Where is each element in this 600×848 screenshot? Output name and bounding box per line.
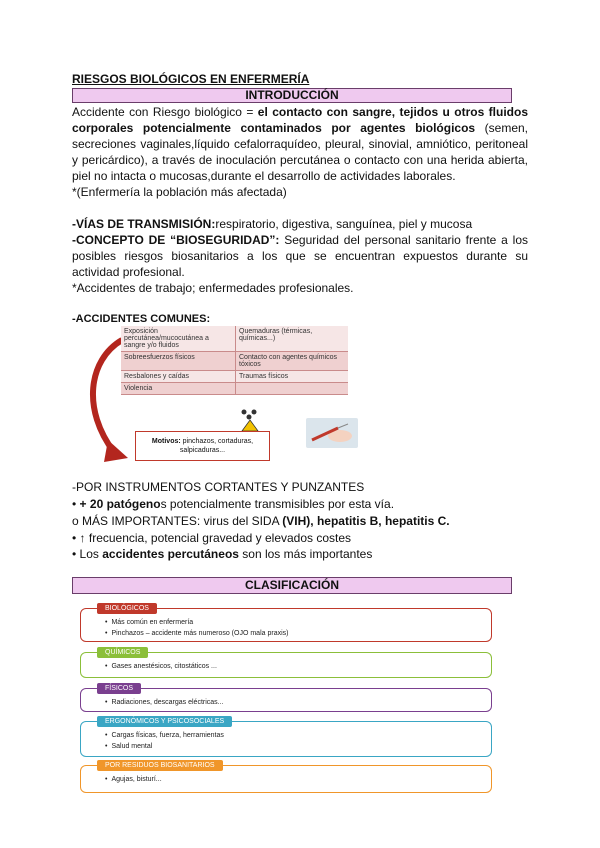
accidentes-table	[121, 326, 348, 395]
cortantes-bullet-2	[72, 513, 450, 529]
bullet-text: • Los	[72, 547, 103, 561]
clasificacion-title: POR RESIDUOS BIOSANITARIOS	[97, 760, 223, 771]
table-cell	[236, 383, 349, 395]
bullet-bold: (VIH), hepatitis B, hepatitis C.	[282, 514, 450, 528]
cortantes-heading: -POR INSTRUMENTOS CORTANTES Y PUNZANTES	[72, 480, 365, 494]
bioseguridad-label: -CONCEPTO DE “BIOSEGURIDAD”:	[72, 233, 280, 247]
bullet-text: s potencialmente transmisibles por esta vía.	[160, 497, 395, 511]
bullet: •	[72, 497, 80, 511]
clasificacion-item	[80, 605, 492, 642]
table-cell: Quemaduras (térmicas, químicas...)	[236, 326, 349, 352]
intro-paragraph	[72, 104, 528, 184]
list-item: • Pinchazos – accidente más numeroso (OJO mala praxis)	[105, 628, 288, 639]
clasificacion-header: CLASIFICACIÓN	[72, 577, 512, 594]
bioseguridad-text: Seguridad del personal sanitario frente a los posibles riesgos biosanitarios a los que se encuentran expuestos durante su actividad profesional.	[72, 233, 528, 279]
list-item: • Gases anestésicos, citostáticos ...	[105, 661, 217, 672]
clasificacion-item	[80, 649, 492, 678]
intro-bold: el contacto con sangre, tejidos u otros fluidos corporales potencialmente contaminados por agentes biológicos	[72, 105, 528, 135]
intro-header: INTRODUCCIÓN	[72, 88, 512, 103]
list-item: • Agujas, bisturí...	[105, 774, 162, 785]
clasificacion-item	[80, 762, 492, 793]
bullet-bold: accidentes percutáneos	[102, 547, 239, 561]
clasificacion-item	[80, 718, 492, 757]
clasificacion-item	[80, 685, 492, 712]
clasificacion-title: FÍSICOS	[97, 683, 141, 694]
cortantes-bullet-3: • ↑ frecuencia, potencial gravedad y elevados costes	[72, 531, 352, 545]
clasificacion-items	[105, 617, 288, 639]
vias-label: -VÍAS DE TRANSMISIÓN:	[72, 217, 216, 231]
warning-icon	[236, 408, 264, 432]
bullet-text: o MÁS IMPORTANTES: virus del SIDA	[72, 514, 283, 528]
table-cell: Resbalones y caídas	[121, 371, 236, 383]
cortantes-bullet-4	[72, 546, 372, 562]
clasificacion-items	[105, 730, 224, 752]
clasificacion-title: QUÍMICOS	[97, 647, 148, 658]
clasificacion-title: BIOLÓGICOS	[97, 603, 157, 614]
document-title: RIESGOS BIOLÓGICOS EN ENFERMERÍA	[72, 72, 310, 86]
intro-note: *(Enfermería la población más afectada)	[72, 185, 287, 199]
bioseguridad-note: *Accidentes de trabajo; enfermedades profesionales.	[72, 281, 354, 295]
syringe-image	[306, 418, 358, 448]
list-item: • Más común en enfermería	[105, 617, 288, 628]
clasificacion-items	[105, 661, 217, 672]
bullet-text: son los más importantes	[238, 547, 373, 561]
accidentes-label-text: -ACCIDENTES COMUNES:	[72, 313, 211, 325]
vias-line	[72, 216, 472, 232]
intro-text: Accidente con Riesgo biológico =	[72, 105, 258, 119]
table-cell: Sobreesfuerzos físicos	[121, 352, 236, 371]
table-cell: Exposición percutánea/mucocutánea a sangre y/o fluidos	[121, 326, 236, 352]
clasificacion-items	[105, 697, 224, 708]
bioseguridad-paragraph	[72, 232, 528, 280]
list-item: • Radiaciones, descargas eléctricas...	[105, 697, 224, 708]
vias-text: respiratorio, digestiva, sanguínea, piel y mucosa	[215, 217, 473, 231]
table-cell: Contacto con agentes químicos tóxicos	[236, 352, 349, 371]
cortantes-bullet-1	[72, 496, 394, 512]
motivos-text: pinchazos, cortaduras, salpicaduras...	[179, 438, 254, 454]
list-item: • Salud mental	[105, 741, 224, 752]
motivos-label: Motivos:	[151, 438, 181, 445]
intro-text-2: (semen, secreciones vaginales,líquido cefalorraquídeo, pleural, sinovial, amniótico, peritoneal y pericárdico), a través de inoculación percutánea o contacto con una herida abierta, piel no intacta o mucosas,durante el desarrollo de actividades laborales.	[72, 121, 528, 183]
motivos-box	[135, 431, 270, 461]
bullet-bold: + 20 patógeno	[79, 497, 161, 511]
clasificacion-title: ERGONÓMICOS Y PSICOSOCIALES	[97, 716, 232, 727]
list-item: • Cargas físicas, fuerza, herramientas	[105, 730, 224, 741]
table-cell: Traumas físicos	[236, 371, 349, 383]
accidentes-label	[72, 311, 210, 327]
clasificacion-items	[105, 774, 162, 785]
table-cell: Violencia	[121, 383, 236, 395]
